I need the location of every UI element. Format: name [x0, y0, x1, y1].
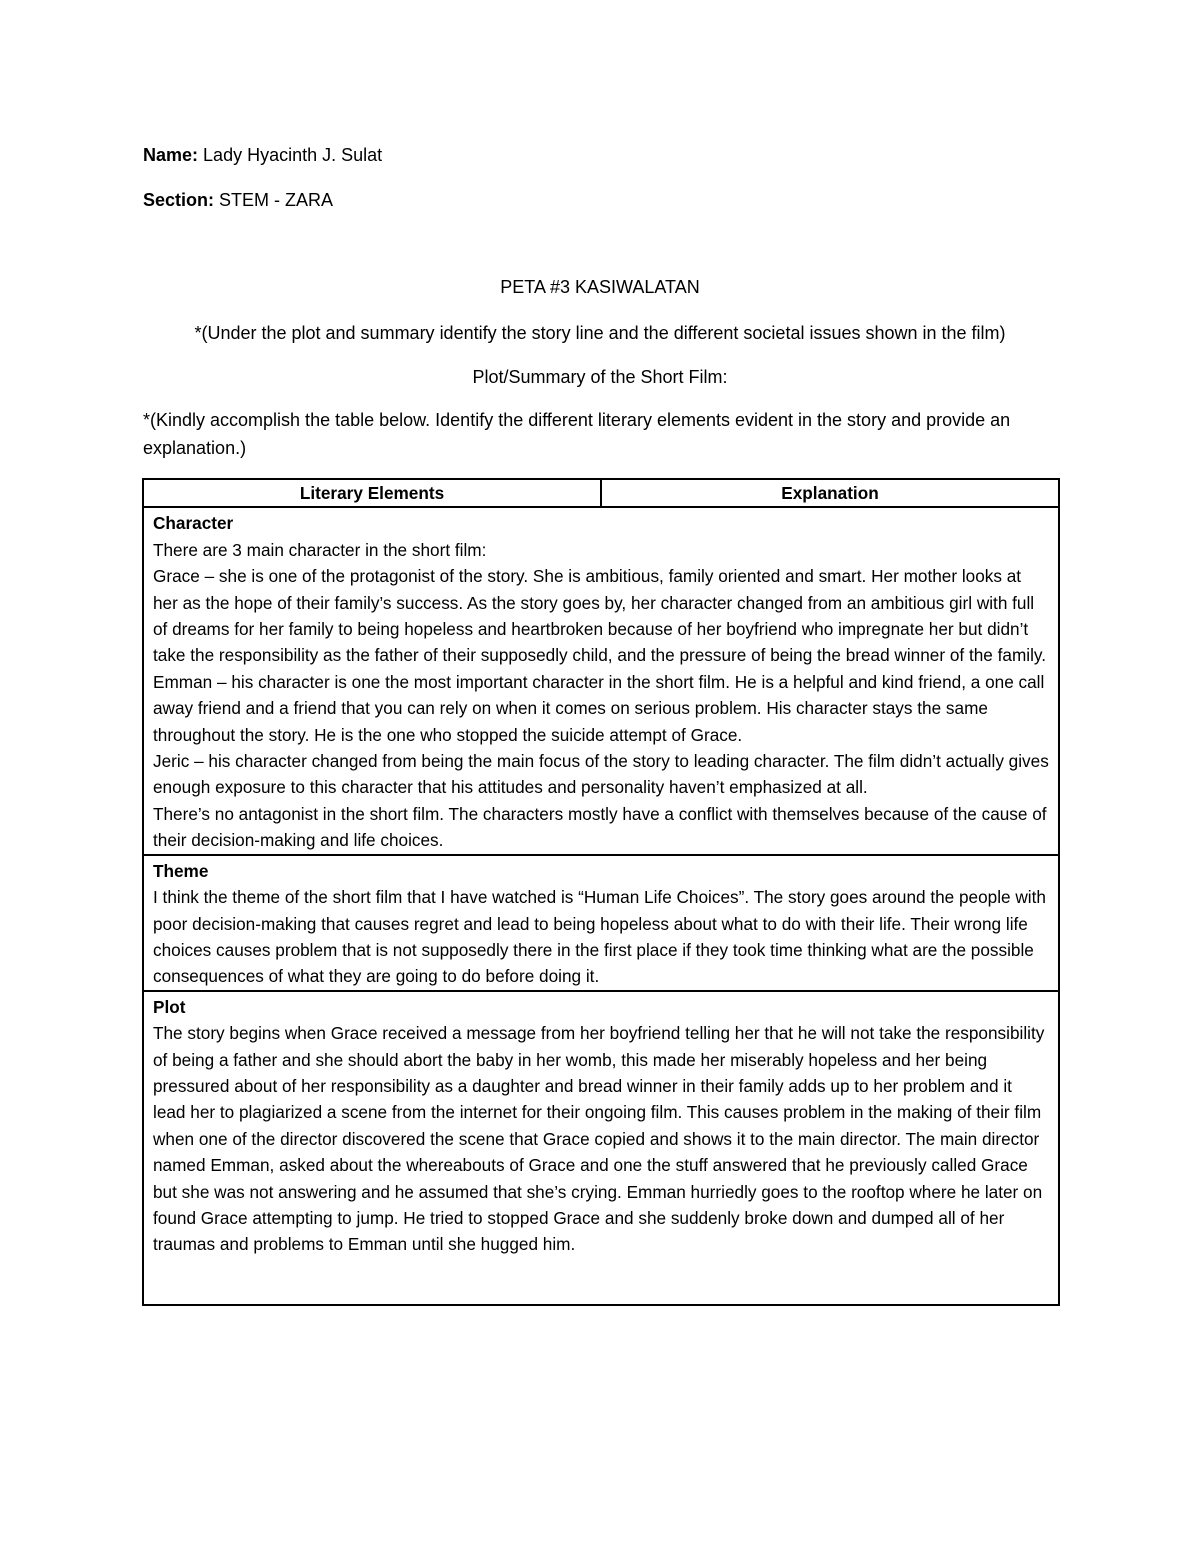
character-cell	[143, 507, 1059, 854]
column-header-explanation: Explanation	[601, 479, 1059, 507]
document-title: PETA #3 KASIWALATAN	[500, 277, 700, 297]
literary-elements-table	[142, 478, 1060, 1306]
row-title-plot: Plot	[153, 996, 186, 1017]
name-label: Name:	[143, 145, 199, 165]
row-title-character: Character	[153, 513, 234, 534]
character-intro: There are 3 main character in the short film:	[153, 539, 487, 560]
name-line	[143, 142, 382, 168]
table-instruction: *(Kindly accomplish the table below. Identify the different literary elements evident in the story and provide an explanation.)	[143, 410, 1011, 458]
section-label: Section:	[143, 190, 215, 210]
character-antagonist-note: There’s no antagonist in the short film. The characters mostly have a conflict with themselves because of the cause of their decision-making and life choices.	[153, 803, 1047, 851]
column-header-literary-elements: Literary Elements	[143, 479, 601, 507]
theme-explanation: I think the theme of the short film that I have watched is “Human Life Choices”. The story goes around the people with poor decision-making that causes regret and lead to being hopeless about what to do with their life. Their wrong life choices causes problem that is not supposedly there in the first place if they took time thinking what are the possible consequences of what they are going to do before doing it.	[153, 887, 1046, 987]
plot-cell	[143, 991, 1059, 1305]
section-value: STEM - ZARA	[219, 190, 334, 210]
table-row-plot	[143, 991, 1059, 1305]
table-row-theme	[143, 855, 1059, 991]
row-title-theme: Theme	[153, 860, 209, 881]
character-grace: Grace – she is one of the protagonist of the story. She is ambitious, family oriented and smart. Her mother looks at her as the hope of their family’s success. As the story goes by, her character changed from an ambitious girl with full of dreams for her family to being hopeless and heartbroken because of her boyfriend who impregnate her but didn’t take the responsibility as the father of their supposedly child, and the pressure of being the bread winner of the family.	[153, 566, 1046, 666]
table-header-row	[143, 479, 1059, 507]
plot-explanation: The story begins when Grace received a message from her boyfriend telling her that he will not take the responsibility of being a father and she should abort the baby in her womb, this made her miserably hopeless and her being pressured about of her responsibility as a daughter and bread winner in their family adds up to her problem and it lead her to plagiarized a scene from the internet for their ongoing film. This causes problem in the making of their film when one of the director discovered the scene that Grace copied and shows it to the main director. The main director named Emman, asked about the whereabouts of Grace and one the stuff answered that he previously called Grace but she was not answering and he assumed that she’s crying. Emman hurriedly goes to the rooftop where he later on found Grace attempting to jump. He tried to stopped Grace and she suddenly broke down and dumped all of her traumas and problems to Emman until she hugged him.	[153, 1023, 1045, 1255]
theme-cell	[143, 855, 1059, 991]
table-row-character	[143, 507, 1059, 854]
plot-instruction: *(Under the plot and summary identify the story line and the different societal issues shown in the film)	[194, 323, 1006, 343]
section-line	[143, 187, 333, 213]
character-emman: Emman – his character is one the most important character in the short film. He is a helpful and kind friend, a one call away friend and a friend that you can rely on when it comes on serious problem. His character stays the same throughout the story. He is the one who stopped the suicide attempt of Grace.	[153, 671, 1045, 745]
name-value: Lady Hyacinth J. Sulat	[203, 145, 383, 165]
character-jeric: Jeric – his character changed from being the main focus of the story to leading character. The film didn’t actually gives enough exposure to this character that his attitudes and personality haven’t emphasized at all.	[153, 751, 1049, 798]
plot-summary-heading: Plot/Summary of the Short Film:	[472, 367, 728, 387]
